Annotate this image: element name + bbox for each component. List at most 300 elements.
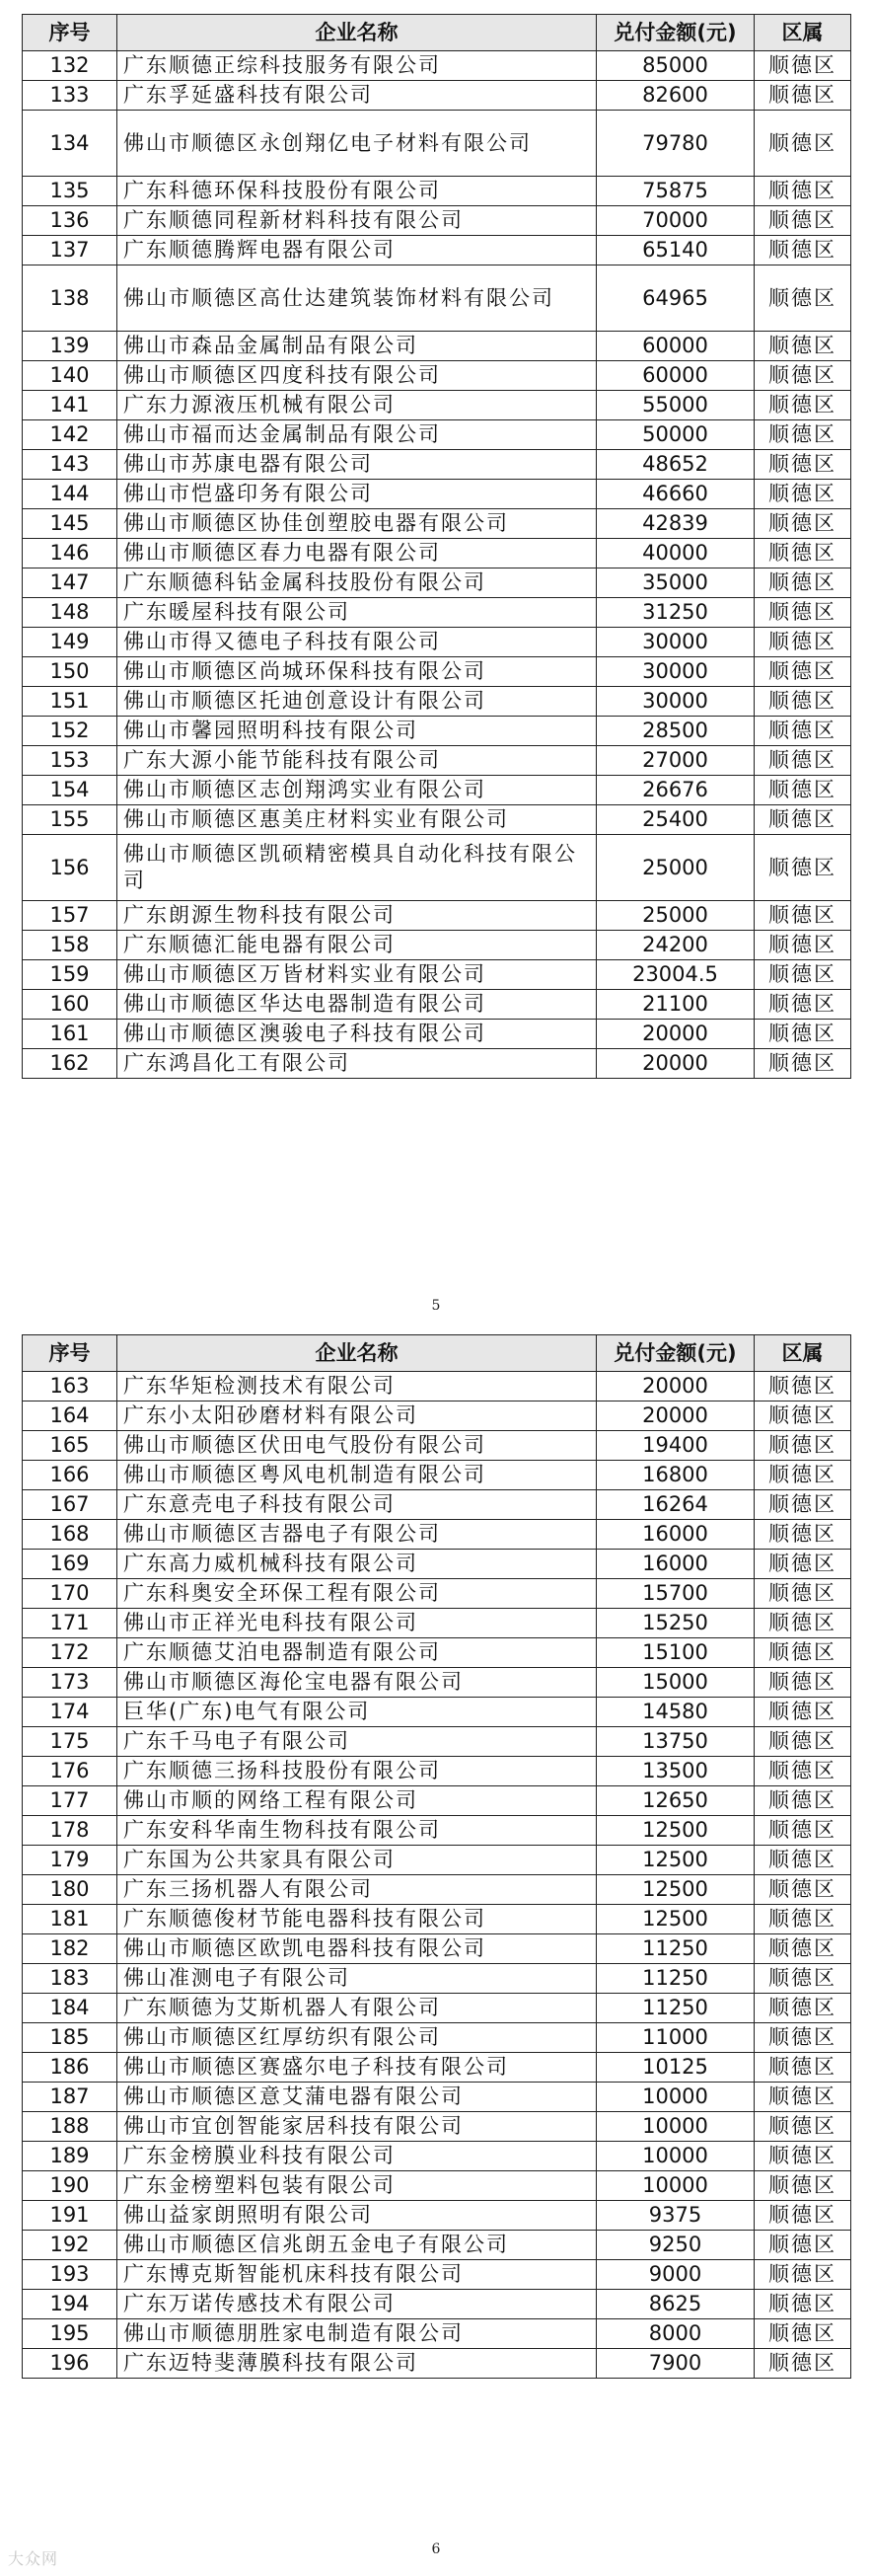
cell-payment-amount: 13750	[597, 1727, 755, 1757]
cell-serial-number: 152	[23, 717, 117, 746]
cell-serial-number: 145	[23, 509, 117, 539]
cell-district: 顺德区	[755, 2231, 851, 2260]
table-header	[23, 1335, 851, 1372]
cell-company-name: 广东万诺传感技术有限公司	[117, 2290, 597, 2319]
cell-district: 顺德区	[755, 1698, 851, 1727]
cell-district: 顺德区	[755, 2349, 851, 2379]
cell-district: 顺德区	[755, 1609, 851, 1638]
cell-company-name: 佛山市顺德区协佳创塑胶电器有限公司	[117, 509, 597, 539]
cell-payment-amount: 12500	[597, 1816, 755, 1846]
cell-serial-number: 142	[23, 420, 117, 450]
cell-payment-amount: 8000	[597, 2319, 755, 2349]
cell-company-name: 佛山市顺德区四度科技有限公司	[117, 361, 597, 391]
cell-payment-amount: 12500	[597, 1846, 755, 1875]
cell-serial-number: 195	[23, 2319, 117, 2349]
cell-company-name: 佛山市顺德区永创翔亿电子材料有限公司	[117, 111, 597, 177]
cell-payment-amount: 24200	[597, 931, 755, 960]
cell-company-name: 佛山市馨园照明科技有限公司	[117, 717, 597, 746]
table-body	[23, 51, 851, 1079]
cell-payment-amount: 30000	[597, 628, 755, 657]
cell-company-name: 广东博克斯智能机床科技有限公司	[117, 2260, 597, 2290]
cell-serial-number: 162	[23, 1049, 117, 1079]
cell-district: 顺德区	[755, 1816, 851, 1846]
table-row	[23, 1461, 851, 1490]
cell-serial-number: 180	[23, 1875, 117, 1905]
cell-serial-number: 176	[23, 1757, 117, 1786]
cell-company-name: 广东高力威机械科技有限公司	[117, 1550, 597, 1579]
cell-serial-number: 174	[23, 1698, 117, 1727]
cell-serial-number: 191	[23, 2201, 117, 2231]
cell-district: 顺德区	[755, 1372, 851, 1402]
table-row	[23, 2083, 851, 2112]
cell-district: 顺德区	[755, 2142, 851, 2171]
cell-payment-amount: 85000	[597, 51, 755, 81]
cell-payment-amount: 20000	[597, 1020, 755, 1049]
cell-serial-number: 164	[23, 1402, 117, 1431]
cell-serial-number: 159	[23, 960, 117, 990]
table-row	[23, 568, 851, 598]
cell-serial-number: 156	[23, 835, 117, 901]
header-serial-number: 序号	[23, 15, 117, 51]
cell-payment-amount: 10000	[597, 2112, 755, 2142]
cell-payment-amount: 7900	[597, 2349, 755, 2379]
cell-company-name: 佛山市顺德区意艾蒲电器有限公司	[117, 2083, 597, 2112]
cell-payment-amount: 15100	[597, 1638, 755, 1668]
cell-company-name: 佛山市顺德区高仕达建筑装饰材料有限公司	[117, 265, 597, 332]
cell-payment-amount: 60000	[597, 332, 755, 361]
cell-company-name: 佛山市顺德区凯硕精密模具自动化科技有限公司	[117, 835, 597, 901]
cell-payment-amount: 46660	[597, 480, 755, 509]
cell-serial-number: 132	[23, 51, 117, 81]
table-row	[23, 1786, 851, 1816]
cell-company-name: 广东科奥安全环保工程有限公司	[117, 1579, 597, 1609]
cell-district: 顺德区	[755, 1786, 851, 1816]
header-company-name: 企业名称	[117, 15, 597, 51]
cell-company-name: 广东安科华南生物科技有限公司	[117, 1816, 597, 1846]
cell-company-name: 佛山市顺德区尚城环保科技有限公司	[117, 657, 597, 687]
cell-payment-amount: 16264	[597, 1490, 755, 1520]
cell-payment-amount: 28500	[597, 717, 755, 746]
cell-payment-amount: 64965	[597, 265, 755, 332]
cell-serial-number: 178	[23, 1816, 117, 1846]
cell-district: 顺德区	[755, 598, 851, 628]
cell-payment-amount: 30000	[597, 657, 755, 687]
cell-district: 顺德区	[755, 509, 851, 539]
cell-company-name: 佛山市顺德区伏田电气股份有限公司	[117, 1431, 597, 1461]
cell-serial-number: 175	[23, 1727, 117, 1757]
cell-serial-number: 185	[23, 2023, 117, 2053]
cell-district: 顺德区	[755, 1431, 851, 1461]
cell-payment-amount: 8625	[597, 2290, 755, 2319]
table-row	[23, 598, 851, 628]
cell-company-name: 广东意壳电子科技有限公司	[117, 1490, 597, 1520]
cell-payment-amount: 10000	[597, 2142, 755, 2171]
table-row	[23, 990, 851, 1020]
cell-payment-amount: 13500	[597, 1757, 755, 1786]
cell-district: 顺德区	[755, 568, 851, 598]
cell-serial-number: 186	[23, 2053, 117, 2083]
table-row	[23, 746, 851, 776]
cell-payment-amount: 15250	[597, 1609, 755, 1638]
table-row	[23, 805, 851, 835]
cell-district: 顺德区	[755, 1994, 851, 2023]
table-row	[23, 2171, 851, 2201]
cell-serial-number: 177	[23, 1786, 117, 1816]
cell-company-name: 广东国为公共家具有限公司	[117, 1846, 597, 1875]
cell-district: 顺德区	[755, 1049, 851, 1079]
cell-company-name: 广东顺德科钻金属科技股份有限公司	[117, 568, 597, 598]
cell-district: 顺德区	[755, 776, 851, 805]
page-number: 6	[431, 2541, 441, 2557]
header-company-name: 企业名称	[117, 1335, 597, 1372]
cell-company-name: 佛山市顺德区赛盛尔电子科技有限公司	[117, 2053, 597, 2083]
cell-serial-number: 187	[23, 2083, 117, 2112]
header-serial-number: 序号	[23, 1335, 117, 1372]
table-row	[23, 236, 851, 265]
table-row	[23, 960, 851, 990]
cell-serial-number: 194	[23, 2290, 117, 2319]
cell-payment-amount: 48652	[597, 450, 755, 480]
cell-district: 顺德区	[755, 1520, 851, 1550]
table-row	[23, 657, 851, 687]
cell-serial-number: 141	[23, 391, 117, 420]
cell-district: 顺德区	[755, 901, 851, 931]
cell-serial-number: 134	[23, 111, 117, 177]
table-row	[23, 332, 851, 361]
cell-district: 顺德区	[755, 265, 851, 332]
cell-payment-amount: 10125	[597, 2053, 755, 2083]
cell-company-name: 广东顺德为艾斯机器人有限公司	[117, 1994, 597, 2023]
cell-district: 顺德区	[755, 1757, 851, 1786]
cell-district: 顺德区	[755, 391, 851, 420]
cell-company-name: 佛山市顺德区托迪创意设计有限公司	[117, 687, 597, 717]
cell-company-name: 佛山益家朗照明有限公司	[117, 2201, 597, 2231]
cell-serial-number: 188	[23, 2112, 117, 2142]
table-row	[23, 206, 851, 236]
cell-district: 顺德区	[755, 657, 851, 687]
cell-payment-amount: 9250	[597, 2231, 755, 2260]
table-row	[23, 1698, 851, 1727]
cell-district: 顺德区	[755, 1875, 851, 1905]
cell-company-name: 佛山市顺德区欧凯电器科技有限公司	[117, 1934, 597, 1964]
cell-district: 顺德区	[755, 2171, 851, 2201]
cell-district: 顺德区	[755, 332, 851, 361]
cell-company-name: 广东华矩检测技术有限公司	[117, 1372, 597, 1402]
cell-company-name: 佛山市恺盛印务有限公司	[117, 480, 597, 509]
cell-payment-amount: 16800	[597, 1461, 755, 1490]
cell-payment-amount: 55000	[597, 391, 755, 420]
cell-serial-number: 160	[23, 990, 117, 1020]
cell-serial-number: 169	[23, 1550, 117, 1579]
cell-district: 顺德区	[755, 628, 851, 657]
cell-serial-number: 149	[23, 628, 117, 657]
cell-serial-number: 190	[23, 2171, 117, 2201]
cell-serial-number: 192	[23, 2231, 117, 2260]
cell-payment-amount: 20000	[597, 1049, 755, 1079]
table-row	[23, 1372, 851, 1402]
cell-serial-number: 181	[23, 1905, 117, 1934]
cell-payment-amount: 9000	[597, 2260, 755, 2290]
cell-payment-amount: 9375	[597, 2201, 755, 2231]
table-row	[23, 1550, 851, 1579]
table-row	[23, 2053, 851, 2083]
cell-district: 顺德区	[755, 1402, 851, 1431]
table-row	[23, 835, 851, 901]
cell-district: 顺德区	[755, 480, 851, 509]
table-row	[23, 2260, 851, 2290]
cell-serial-number: 179	[23, 1846, 117, 1875]
cell-district: 顺德区	[755, 931, 851, 960]
cell-serial-number: 167	[23, 1490, 117, 1520]
cell-payment-amount: 50000	[597, 420, 755, 450]
cell-payment-amount: 21100	[597, 990, 755, 1020]
cell-district: 顺德区	[755, 2053, 851, 2083]
table-row	[23, 509, 851, 539]
cell-company-name: 广东千马电子有限公司	[117, 1727, 597, 1757]
cell-district: 顺德区	[755, 1461, 851, 1490]
cell-serial-number: 137	[23, 236, 117, 265]
cell-serial-number: 151	[23, 687, 117, 717]
cell-payment-amount: 31250	[597, 598, 755, 628]
table-row	[23, 628, 851, 657]
cell-district: 顺德区	[755, 1668, 851, 1698]
header-payment-amount: 兑付金额(元)	[597, 1335, 755, 1372]
cell-company-name: 佛山市福而达金属制品有限公司	[117, 420, 597, 450]
cell-district: 顺德区	[755, 805, 851, 835]
cell-district: 顺德区	[755, 1846, 851, 1875]
table-header	[23, 15, 851, 51]
cell-district: 顺德区	[755, 687, 851, 717]
cell-payment-amount: 16000	[597, 1520, 755, 1550]
cell-serial-number: 146	[23, 539, 117, 568]
table-row	[23, 1964, 851, 1994]
table-row	[23, 1668, 851, 1698]
cell-district: 顺德区	[755, 1579, 851, 1609]
table-row	[23, 2231, 851, 2260]
cell-serial-number: 138	[23, 265, 117, 332]
table-row	[23, 1816, 851, 1846]
cell-payment-amount: 10000	[597, 2083, 755, 2112]
cell-district: 顺德区	[755, 1020, 851, 1049]
cell-company-name: 佛山市顺德区志创翔鸿实业有限公司	[117, 776, 597, 805]
cell-district: 顺德区	[755, 539, 851, 568]
table-row	[23, 265, 851, 332]
cell-company-name: 佛山市得又德电子科技有限公司	[117, 628, 597, 657]
table-row	[23, 717, 851, 746]
cell-payment-amount: 20000	[597, 1402, 755, 1431]
cell-company-name: 佛山市顺德区澳骏电子科技有限公司	[117, 1020, 597, 1049]
table-row	[23, 1757, 851, 1786]
cell-serial-number: 161	[23, 1020, 117, 1049]
cell-district: 顺德区	[755, 177, 851, 206]
cell-company-name: 广东孚延盛科技有限公司	[117, 81, 597, 111]
cell-company-name: 佛山市顺德区信兆朗五金电子有限公司	[117, 2231, 597, 2260]
cell-company-name: 佛山市顺德朋胜家电制造有限公司	[117, 2319, 597, 2349]
cell-payment-amount: 11000	[597, 2023, 755, 2053]
table-row	[23, 2142, 851, 2171]
table-row	[23, 1579, 851, 1609]
cell-company-name: 佛山市顺德区吉器电子有限公司	[117, 1520, 597, 1550]
cell-district: 顺德区	[755, 206, 851, 236]
cell-payment-amount: 82600	[597, 81, 755, 111]
cell-district: 顺德区	[755, 1934, 851, 1964]
cell-payment-amount: 12500	[597, 1905, 755, 1934]
header-payment-amount: 兑付金额(元)	[597, 15, 755, 51]
cell-payment-amount: 15700	[597, 1579, 755, 1609]
cell-district: 顺德区	[755, 960, 851, 990]
table-row	[23, 2201, 851, 2231]
table-row	[23, 1638, 851, 1668]
cell-company-name: 佛山市森品金属制品有限公司	[117, 332, 597, 361]
cell-company-name: 佛山市正祥光电科技有限公司	[117, 1609, 597, 1638]
cell-company-name: 佛山市顺德区粤风电机制造有限公司	[117, 1461, 597, 1490]
cell-payment-amount: 11250	[597, 1994, 755, 2023]
cell-serial-number: 196	[23, 2349, 117, 2379]
cell-company-name: 广东顺德腾辉电器有限公司	[117, 236, 597, 265]
cell-payment-amount: 25400	[597, 805, 755, 835]
table-row	[23, 391, 851, 420]
cell-district: 顺德区	[755, 2023, 851, 2053]
cell-company-name: 广东小太阳砂磨材料有限公司	[117, 1402, 597, 1431]
cell-serial-number: 170	[23, 1579, 117, 1609]
table-row	[23, 1520, 851, 1550]
table-row	[23, 931, 851, 960]
cell-serial-number: 168	[23, 1520, 117, 1550]
cell-company-name: 广东顺德正综科技服务有限公司	[117, 51, 597, 81]
cell-serial-number: 165	[23, 1431, 117, 1461]
cell-payment-amount: 40000	[597, 539, 755, 568]
subsidy-table-page-5	[22, 14, 851, 1079]
table-row	[23, 776, 851, 805]
cell-company-name: 佛山准测电子有限公司	[117, 1964, 597, 1994]
table-row	[23, 1994, 851, 2023]
cell-district: 顺德区	[755, 1905, 851, 1934]
cell-payment-amount: 15000	[597, 1668, 755, 1698]
cell-serial-number: 183	[23, 1964, 117, 1994]
cell-company-name: 广东顺德俊材节能电器科技有限公司	[117, 1905, 597, 1934]
cell-payment-amount: 25000	[597, 835, 755, 901]
cell-serial-number: 155	[23, 805, 117, 835]
cell-payment-amount: 23004.5	[597, 960, 755, 990]
cell-payment-amount: 79780	[597, 111, 755, 177]
table-row	[23, 480, 851, 509]
cell-serial-number: 154	[23, 776, 117, 805]
cell-serial-number: 150	[23, 657, 117, 687]
cell-company-name: 广东金榜塑料包装有限公司	[117, 2171, 597, 2201]
cell-payment-amount: 12500	[597, 1875, 755, 1905]
cell-company-name: 佛山市顺的网络工程有限公司	[117, 1786, 597, 1816]
table-row	[23, 1727, 851, 1757]
cell-serial-number: 133	[23, 81, 117, 111]
table-row	[23, 1020, 851, 1049]
cell-payment-amount: 14580	[597, 1698, 755, 1727]
cell-serial-number: 144	[23, 480, 117, 509]
cell-company-name: 佛山市顺德区春力电器有限公司	[117, 539, 597, 568]
cell-company-name: 广东金榜膜业科技有限公司	[117, 2142, 597, 2171]
table-row	[23, 51, 851, 81]
cell-serial-number: 173	[23, 1668, 117, 1698]
header-district: 区属	[755, 1335, 851, 1372]
table-row	[23, 1490, 851, 1520]
cell-serial-number: 147	[23, 568, 117, 598]
table-row	[23, 111, 851, 177]
cell-serial-number: 139	[23, 332, 117, 361]
cell-company-name: 佛山市苏康电器有限公司	[117, 450, 597, 480]
page-number: 5	[431, 1298, 441, 1314]
subsidy-table-page-6	[22, 1334, 851, 2379]
cell-payment-amount: 60000	[597, 361, 755, 391]
watermark: 大众网	[8, 2549, 59, 2568]
cell-serial-number: 140	[23, 361, 117, 391]
cell-district: 顺德区	[755, 1550, 851, 1579]
table-body	[23, 1372, 851, 2379]
table-row	[23, 1875, 851, 1905]
cell-company-name: 佛山市顺德区海伦宝电器有限公司	[117, 1668, 597, 1698]
cell-serial-number: 143	[23, 450, 117, 480]
header-district: 区属	[755, 15, 851, 51]
cell-company-name: 广东鸿昌化工有限公司	[117, 1049, 597, 1079]
table-row	[23, 81, 851, 111]
cell-serial-number: 148	[23, 598, 117, 628]
cell-district: 顺德区	[755, 51, 851, 81]
table-row	[23, 2349, 851, 2379]
table-row	[23, 177, 851, 206]
table-row	[23, 687, 851, 717]
cell-district: 顺德区	[755, 2319, 851, 2349]
cell-district: 顺德区	[755, 2112, 851, 2142]
cell-district: 顺德区	[755, 746, 851, 776]
table-row	[23, 1934, 851, 1964]
cell-district: 顺德区	[755, 1727, 851, 1757]
cell-company-name: 佛山市顺德区红厚纺织有限公司	[117, 2023, 597, 2053]
cell-serial-number: 157	[23, 901, 117, 931]
cell-company-name: 广东顺德同程新材料科技有限公司	[117, 206, 597, 236]
cell-district: 顺德区	[755, 717, 851, 746]
cell-company-name: 广东科德环保科技股份有限公司	[117, 177, 597, 206]
cell-payment-amount: 11250	[597, 1964, 755, 1994]
table-row	[23, 2112, 851, 2142]
cell-company-name: 广东迈特斐薄膜科技有限公司	[117, 2349, 597, 2379]
cell-company-name: 广东顺德三扬科技股份有限公司	[117, 1757, 597, 1786]
table-row	[23, 1905, 851, 1934]
cell-district: 顺德区	[755, 2260, 851, 2290]
cell-payment-amount: 10000	[597, 2171, 755, 2201]
cell-company-name: 佛山市顺德区惠美庄材料实业有限公司	[117, 805, 597, 835]
cell-payment-amount: 11250	[597, 1934, 755, 1964]
table-row	[23, 2290, 851, 2319]
cell-payment-amount: 42839	[597, 509, 755, 539]
table-row	[23, 450, 851, 480]
table-row	[23, 1431, 851, 1461]
cell-company-name: 广东三扬机器人有限公司	[117, 1875, 597, 1905]
cell-serial-number: 193	[23, 2260, 117, 2290]
cell-district: 顺德区	[755, 1490, 851, 1520]
cell-payment-amount: 65140	[597, 236, 755, 265]
table-row	[23, 1846, 851, 1875]
cell-payment-amount: 26676	[597, 776, 755, 805]
cell-district: 顺德区	[755, 990, 851, 1020]
table-row	[23, 1402, 851, 1431]
table-row	[23, 1609, 851, 1638]
cell-serial-number: 158	[23, 931, 117, 960]
table-row	[23, 539, 851, 568]
table-row	[23, 2023, 851, 2053]
cell-company-name: 广东顺德汇能电器有限公司	[117, 931, 597, 960]
cell-payment-amount: 35000	[597, 568, 755, 598]
cell-district: 顺德区	[755, 111, 851, 177]
cell-payment-amount: 20000	[597, 1372, 755, 1402]
cell-district: 顺德区	[755, 2201, 851, 2231]
